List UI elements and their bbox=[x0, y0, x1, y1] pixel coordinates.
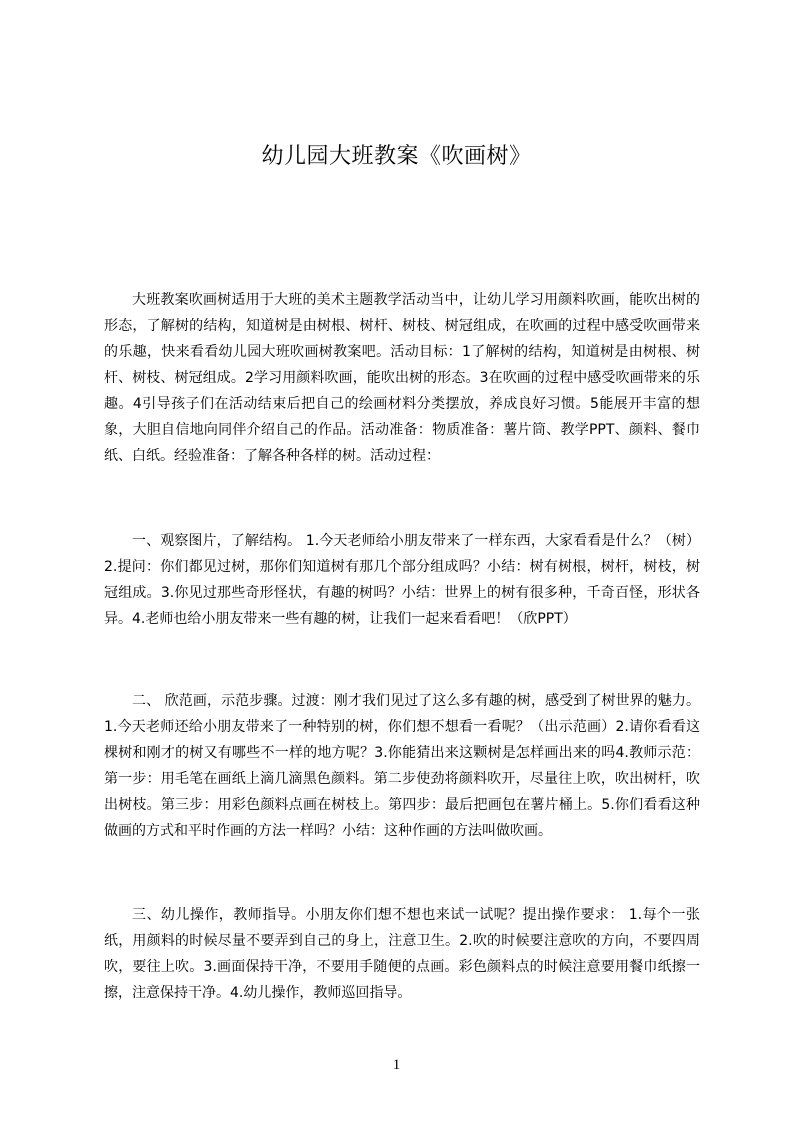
document-title: 幼儿园大班教案《吹画树》 bbox=[261, 144, 532, 169]
paragraph-introduction: 大班教案吹画树适用于大班的美术主题教学活动当中，让幼儿学习用颜料吹画，能吹出树的形态，了解树的结构，知道树是由树根、树杆、树枝、树冠组成，在吹画的过程中感受吹画带来的乐趣，快来看看幼儿园大班吹画树教案吧。活动目标：1了解树的结构，知道树是由树根、树杆、树枝、树冠组成。2学习用颜料吹画，能吹出树的形态。3在吹画的过程中感受吹画带来的乐趣。4引导孩子们在活动结束后把自己的绘画材料分类摆放，养成良好习惯。5能展开丰富的想象，大胆自信地向同伴介绍自己的作品。活动准备：物质准备：薯片筒、教学PPT、颜料、餐巾纸、白纸。经验准备：了解各种各样的树。活动过程： bbox=[104, 292, 700, 464]
paragraph-step-two: 二、 欣范画，示范步骤。过渡：刚才我们见过了这么多有趣的树，感受到了树世界的魅力。1.今天老师还给小朋友带来了一种特别的树，你们想不想看一看呢？（出示范画）2.请你看看这棵树和刚才的树又有哪些不一样的地方呢？3.你能猜出来这颗树是怎样画出来的吗4.教师示范：第一步：用毛笔在画纸上滴几滴黑色颜料。第二步使劲将颜料吹开，尽量往上吹，吹出树杆，吹出树枝。第三步：用彩色颜料点画在树枝上。第四步：最后把画包在薯片桶上。5.你们看看这种做画的方式和平时作画的方法一样吗？小结：这种作画的方法叫做吹画。 bbox=[104, 693, 700, 839]
paragraph-step-one: 一、观察图片，了解结构。 1.今天老师给小朋友带来了一样东西，大家看看是什么？（树）2.提问：你们都见过树，那你们知道树有那几个部分组成吗？小结：树有树根，树杆，树枝，树冠组成。3.你见过那些奇形怪状，有趣的树吗？小结：世界上的树有很多种，千奇百怪，形状各异。4.老师也给小朋友带来一些有趣的树，让我们一起来看看吧！（欣PPT） bbox=[104, 533, 700, 627]
page-number: 1 bbox=[392, 1057, 401, 1073]
paragraph-step-three: 三、幼儿操作，教师指导。小朋友你们想不想也来试一试呢？提出操作要求： 1.每个一张纸，用颜料的时候尽量不要弄到自己的身上，注意卫生。2.吹的时候要注意吹的方向，不要四周吹，要往上吹。3.画面保持干净，不要用手随便的点画。彩色颜料点的时候注意要用餐巾纸擦一擦，注意保持干净。4.幼儿操作，教师巡回指导。 bbox=[104, 907, 700, 1001]
